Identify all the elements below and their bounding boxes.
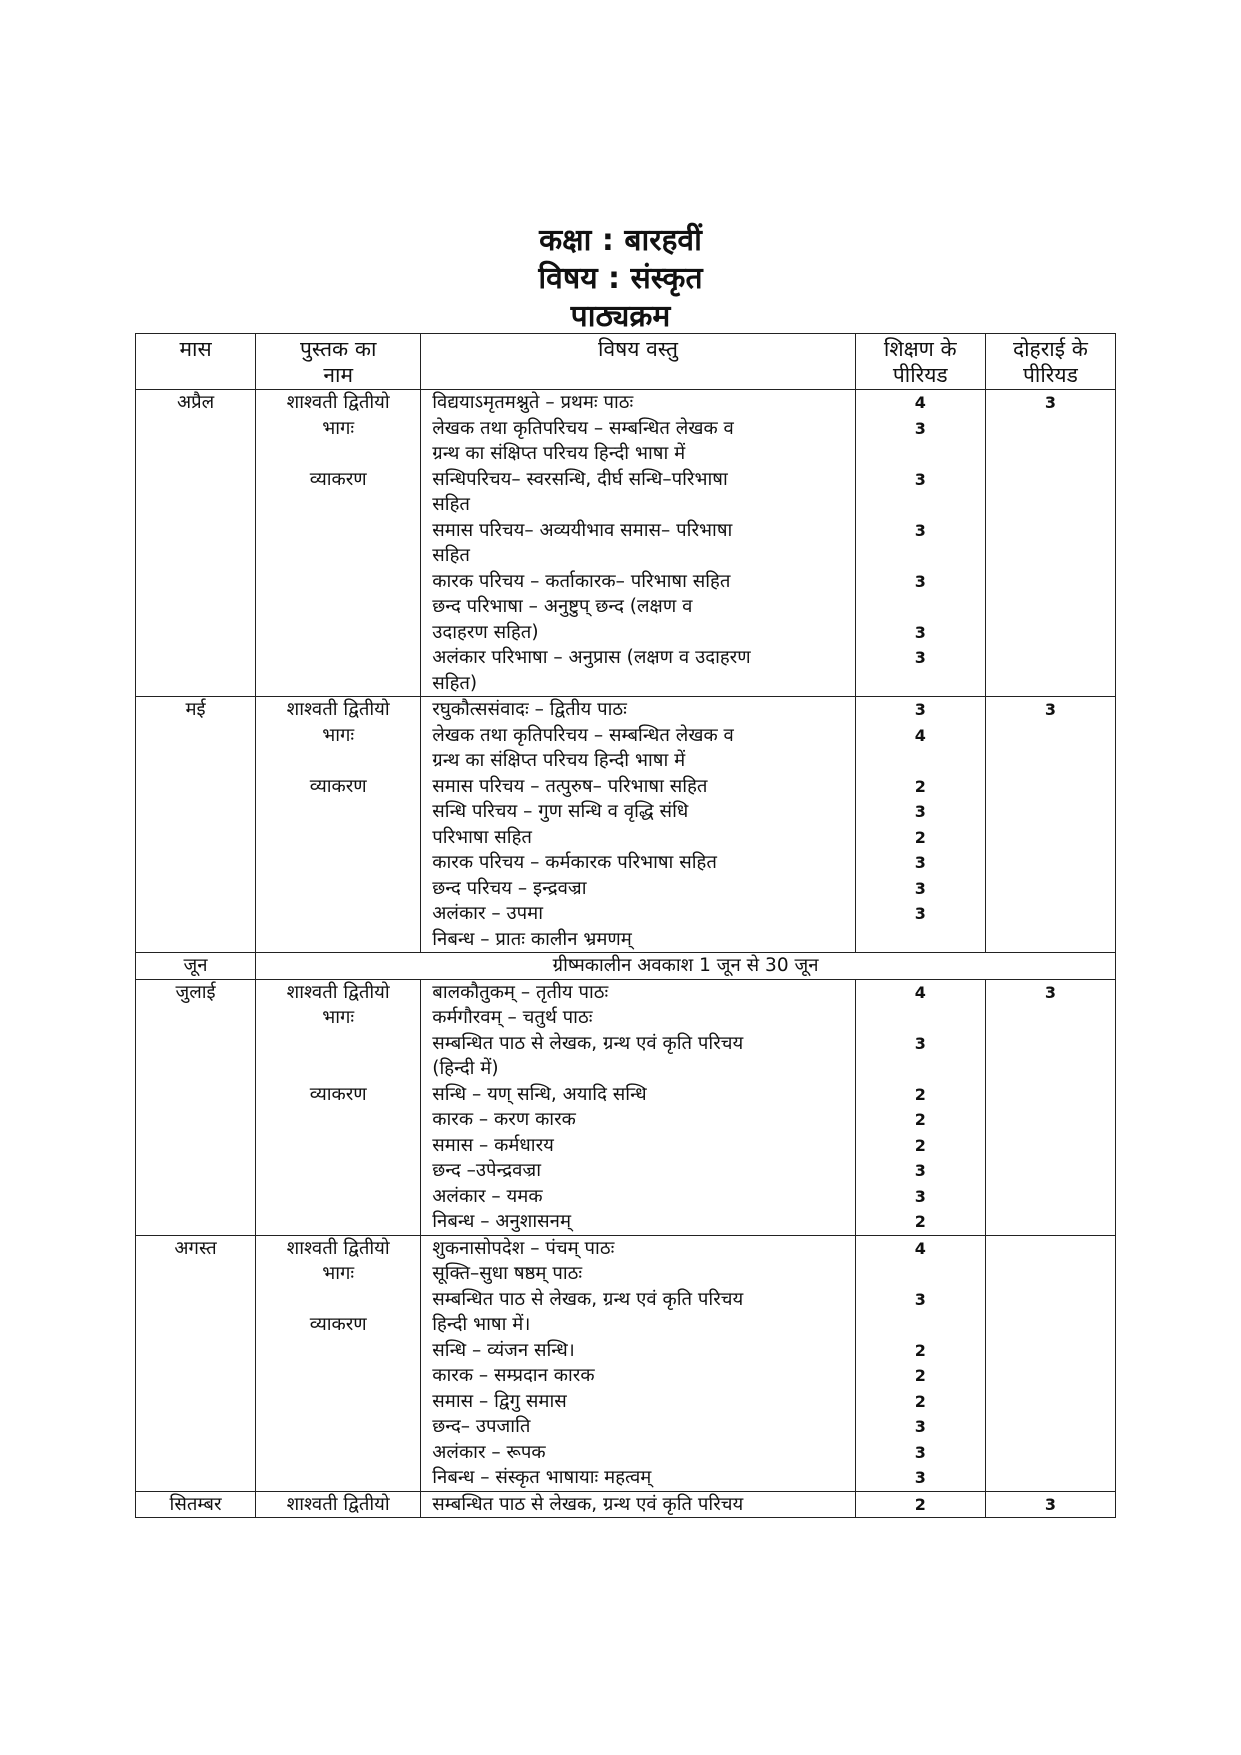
content-cell-line: कारक परिचय – कर्मकारक परिभाषा सहित: [432, 852, 717, 873]
revision-periods-cell: [985, 697, 1115, 953]
content-cell-line: समास परिचय – तत्पुरुष– परिभाषा सहित: [432, 775, 708, 797]
book-cell-line: व्याकरण: [309, 775, 367, 797]
month-cell: [136, 1235, 256, 1491]
teaching-periods-cell-line: 4: [914, 393, 926, 412]
month-cell-line: अप्रैल: [176, 392, 215, 413]
book-cell-line: भागः: [322, 1007, 355, 1028]
content-cell-line: लेखक तथा कृतिपरिचय – सम्बन्धित लेखक व: [432, 417, 734, 439]
teaching-periods-cell-line: 4: [914, 725, 926, 745]
content-cell-line: ग्रन्थ का संक्षिप्त परिचय हिन्दी भाषा में: [432, 750, 686, 771]
month-cell-line: सितम्बर: [169, 1493, 222, 1515]
teaching-periods-cell-line: 2: [914, 1340, 926, 1360]
content-cell-line: कारक – करण कारक: [432, 1109, 576, 1130]
content-cell-line: परिभाषा सहित: [432, 826, 532, 848]
content-cell-line: निबन्ध – प्रातः कालीन भ्रमणम्: [432, 928, 632, 950]
content-cell-line: विद्ययाऽमृतमश्नुते – प्रथमः पाठः: [432, 392, 634, 413]
content-cell-line: कर्मगौरवम् – चतुर्थ पाठः: [432, 1007, 593, 1028]
teaching-periods-cell: [855, 697, 985, 953]
teaching-periods-cell-line: 3: [914, 802, 926, 821]
book-cell-line: [256, 1287, 420, 1313]
subject-title: विषय : संस्कृत: [538, 261, 703, 296]
teaching-periods-cell-line: [856, 543, 985, 569]
content-cell-line: सूक्ति–सुधा षष्ठम् पाठः: [432, 1263, 583, 1284]
content-cell-line: सम्बन्धित पाठ से लेखक, ग्रन्थ एवं कृति परिचय: [432, 1032, 744, 1054]
book-cell-line: शाश्वती द्वितीयो: [286, 981, 390, 1003]
teaching-periods-cell-line: 2: [914, 1084, 926, 1104]
content-cell-line: कारक परिचय – कर्ताकारक– परिभाषा सहित: [432, 570, 731, 592]
content-cell-line: समास – द्विगु समास: [432, 1390, 567, 1412]
book-cell-line: [256, 1031, 420, 1057]
vacation-cell: [256, 953, 1116, 980]
table-row: [136, 390, 1116, 697]
teaching-periods-cell-line: [856, 1056, 985, 1082]
teaching-periods-cell-line: 2: [914, 1366, 926, 1385]
table-header-row: [136, 334, 1116, 390]
teaching-periods-cell-line: 4: [914, 1238, 926, 1258]
month-cell: [136, 1491, 256, 1518]
content-cell-line: सहित: [432, 494, 470, 515]
table-row: [136, 1491, 1116, 1518]
content-cell-line: अलंकार – रूपक: [432, 1441, 546, 1463]
teaching-periods-cell-line: 2: [914, 1212, 926, 1231]
book-cell: [256, 1235, 421, 1491]
book-cell-line: [256, 748, 420, 774]
teaching-periods-cell-line: [856, 927, 985, 953]
teaching-periods-cell-line: 3: [914, 1417, 926, 1436]
content-cell-line: सहित: [432, 545, 470, 566]
content-cell-line: समास परिचय– अव्ययीभाव समास– परिभाषा: [432, 519, 733, 541]
header-book: पुस्तक का नाम: [256, 334, 421, 390]
teaching-periods-cell-line: 3: [914, 853, 926, 872]
teaching-periods-cell-line: [856, 492, 985, 518]
teaching-periods-cell-line: 3: [914, 571, 926, 591]
teaching-periods-cell-line: [856, 748, 985, 774]
content-cell-line: लेखक तथा कृतिपरिचय – सम्बन्धित लेखक व: [432, 724, 734, 746]
book-cell-line: शाश्वती द्वितीयो: [286, 1493, 390, 1515]
revision-periods-cell: [985, 1491, 1115, 1518]
vacation-text: ग्रीष्मकालीन अवकाश 1 जून से 30 जून: [552, 955, 819, 976]
month-cell: [136, 697, 256, 953]
revision-periods-cell-line: 3: [1044, 982, 1056, 1002]
revision-periods-cell-line: 3: [1044, 1494, 1056, 1514]
content-cell-line: अलंकार – उपमा: [432, 903, 544, 924]
content-cell: [421, 1491, 855, 1518]
content-cell-line: सहित): [432, 672, 478, 694]
page-header: [0, 222, 1241, 336]
revision-periods-cell: [985, 979, 1115, 1235]
revision-periods-cell: [985, 1235, 1115, 1491]
content-cell: [421, 390, 855, 697]
content-cell-line: अलंकार – यमक: [432, 1185, 543, 1207]
teaching-periods-cell-line: 3: [914, 1442, 926, 1462]
teaching-periods-cell-line: 2: [914, 1110, 926, 1129]
book-cell-line: शाश्वती द्वितीयो: [286, 1237, 390, 1259]
teaching-periods-cell-line: 3: [914, 622, 926, 642]
teaching-periods-cell-line: [856, 671, 985, 697]
content-cell-line: कारक – सम्प्रदान कारक: [432, 1365, 595, 1386]
book-cell-line: भागः: [322, 1263, 355, 1284]
teaching-periods-cell-line: 3: [914, 648, 926, 667]
header-month: मास: [136, 334, 256, 390]
header-teaching-periods: शिक्षण के पीरियड: [855, 334, 985, 390]
content-cell-line: हिन्दी भाषा में।: [432, 1314, 531, 1335]
content-cell-line: ग्रन्थ का संक्षिप्त परिचय हिन्दी भाषा में: [432, 443, 686, 464]
content-cell: [421, 979, 855, 1235]
month-cell: [136, 953, 256, 980]
content-cell-line: निबन्ध – संस्कृत भाषायाः महत्वम्: [432, 1467, 652, 1488]
teaching-periods-cell: [855, 390, 985, 697]
book-cell: [256, 390, 421, 697]
month-cell: [136, 979, 256, 1235]
content-cell-line: अलंकार परिभाषा – अनुप्रास (लक्षण व उदाहरण: [432, 647, 751, 668]
teaching-periods-cell: [855, 1235, 985, 1491]
book-cell-line: [256, 441, 420, 467]
teaching-periods-cell: [855, 979, 985, 1235]
teaching-periods-cell-line: 3: [914, 1033, 926, 1053]
content-cell-line: सन्धि परिचय – गुण सन्धि व वृद्धि संधि: [432, 801, 689, 822]
content-cell-line: छन्द– उपजाति: [432, 1416, 531, 1437]
month-cell-line: जुलाई: [175, 981, 216, 1003]
teaching-periods-cell-line: [856, 441, 985, 467]
book-cell-line: [256, 1056, 420, 1082]
content-cell-line: सन्धि – व्यंजन सन्धि।: [432, 1339, 575, 1361]
month-cell-line: अगस्त: [174, 1237, 217, 1259]
syllabus-title: पाठ्यक्रम: [570, 299, 671, 334]
table-row: [136, 1235, 1116, 1491]
content-cell-line: बालकौतुकम् – तृतीय पाठः: [432, 981, 609, 1003]
content-cell-line: छन्द परिचय – इन्द्रवज्रा: [432, 877, 587, 899]
content-cell-line: निबन्ध – अनुशासनम्: [432, 1211, 572, 1232]
book-cell: [256, 1491, 421, 1518]
revision-periods-cell-line: 3: [1044, 700, 1056, 719]
revision-periods-cell-line: [986, 1236, 1115, 1262]
teaching-periods-cell-line: 2: [914, 827, 926, 847]
teaching-periods-cell-line: 3: [914, 1289, 926, 1309]
teaching-periods-cell-line: 3: [914, 469, 926, 489]
teaching-periods-cell-line: [856, 1261, 985, 1287]
teaching-periods-cell-line: 2: [914, 1135, 926, 1155]
content-cell-line: (हिन्दी में): [432, 1058, 499, 1079]
month-cell-line: जून: [183, 955, 208, 976]
content-cell-line: सम्बन्धित पाठ से लेखक, ग्रन्थ एवं कृति परिचय: [432, 1493, 744, 1515]
teaching-periods-cell-line: 3: [914, 1161, 926, 1180]
book-cell-line: व्याकरण: [309, 1314, 367, 1335]
content-cell-line: समास – कर्मधारय: [432, 1134, 554, 1156]
teaching-periods-cell-line: [856, 1005, 985, 1031]
teaching-periods-cell-line: 3: [914, 904, 926, 923]
syllabus-table: [135, 333, 1116, 1518]
content-cell-line: सन्धि – यण् सन्धि, अयादि सन्धि: [432, 1083, 647, 1105]
book-cell-line: व्याकरण: [309, 468, 367, 490]
month-cell-line: मई: [185, 699, 206, 720]
teaching-periods-cell: [855, 1491, 985, 1518]
header-content: विषय वस्तु: [421, 334, 855, 390]
revision-periods-cell: [985, 390, 1115, 697]
content-cell-line: सम्बन्धित पाठ से लेखक, ग्रन्थ एवं कृति परिचय: [432, 1288, 744, 1310]
content-cell-line: रघुकौत्ससंवादः – द्वितीय पाठः: [432, 699, 627, 720]
book-cell: [256, 979, 421, 1235]
content-cell: [421, 697, 855, 953]
class-title: कक्षा : बारहवीं: [539, 223, 702, 258]
teaching-periods-cell-line: 3: [914, 418, 926, 438]
teaching-periods-cell-line: 2: [914, 1494, 926, 1514]
content-cell-line: छन्द परिभाषा – अनुष्टुप् छन्द (लक्षण व: [432, 596, 693, 617]
teaching-periods-cell-line: 3: [914, 1186, 926, 1206]
header-revision-periods: दोहराई के पीरियड: [985, 334, 1115, 390]
teaching-periods-cell-line: 2: [914, 776, 926, 796]
book-cell-line: भागः: [322, 417, 355, 439]
teaching-periods-cell-line: 4: [914, 982, 926, 1002]
teaching-periods-cell-line: 2: [914, 1391, 926, 1411]
book-cell-line: शाश्वती द्वितीयो: [286, 392, 390, 413]
book-cell-line: भागः: [322, 724, 355, 746]
table-row: [136, 979, 1116, 1235]
teaching-periods-cell-line: 3: [914, 700, 926, 719]
teaching-periods-cell-line: 3: [914, 878, 926, 898]
table-row: [136, 697, 1116, 953]
table-row: [136, 953, 1116, 980]
content-cell-line: सन्धिपरिचय– स्वरसन्धि, दीर्घ सन्धि–परिभाषा: [432, 468, 728, 490]
teaching-periods-cell-line: 3: [914, 520, 926, 540]
book-cell-line: शाश्वती द्वितीयो: [286, 699, 390, 720]
teaching-periods-cell-line: [856, 594, 985, 620]
revision-periods-cell-line: 3: [1044, 393, 1056, 412]
book-cell-line: व्याकरण: [309, 1083, 367, 1105]
teaching-periods-cell-line: [856, 1312, 985, 1338]
book-cell: [256, 697, 421, 953]
teaching-periods-cell-line: 3: [914, 1468, 926, 1487]
content-cell-line: उदाहरण सहित): [432, 621, 539, 643]
month-cell: [136, 390, 256, 697]
content-cell-line: शुकनासोपदेश – पंचम् पाठः: [432, 1237, 615, 1259]
content-cell: [421, 1235, 855, 1491]
content-cell-line: छन्द –उपेन्द्रवज्रा: [432, 1160, 541, 1181]
